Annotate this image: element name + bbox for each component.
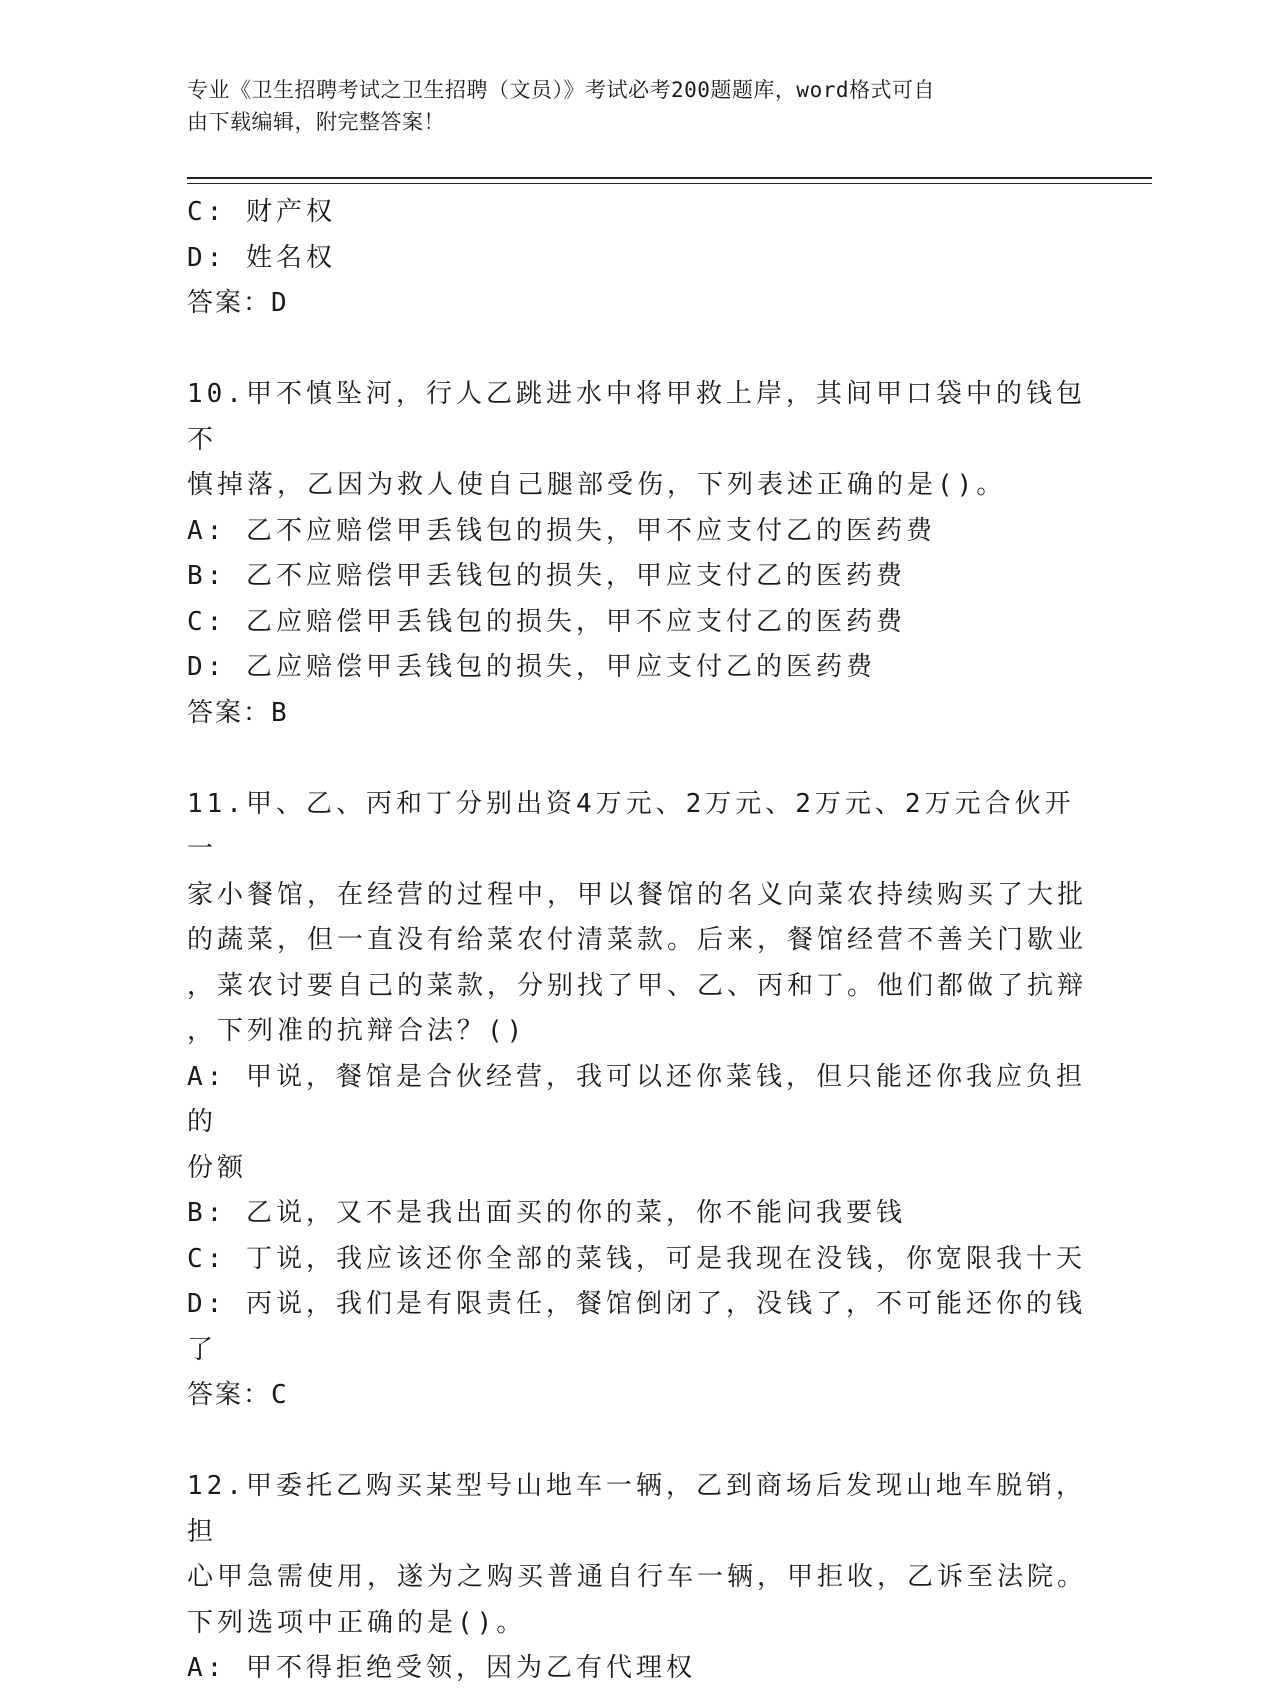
header-rule-thin: [187, 183, 1152, 184]
answer: 答案：B: [187, 697, 289, 728]
option-b: B: 乙不应赔偿甲丢钱包的损失，甲应支付乙的医药费: [187, 561, 906, 591]
question-11: [187, 782, 1087, 1419]
page-header: [187, 74, 1067, 138]
spacer: [187, 327, 1087, 373]
option-a: A: 甲说，餐馆是合伙经营，我可以还你菜钱，但只能还你我应负担的: [187, 1061, 1086, 1137]
question-stem-line: 慎掉落，乙因为救人使自己腿部受伤，下列表述正确的是()。: [187, 470, 1007, 500]
option-c: C: 丁说，我应该还你全部的菜钱，可是我现在没钱，你宽限我十天: [187, 1243, 1086, 1274]
question-stem-line: 家小餐馆，在经营的过程中，甲以餐馆的名义向菜农持续购买了大批: [187, 879, 1088, 910]
spacer: [187, 1419, 1087, 1465]
answer: 答案：D: [187, 288, 289, 318]
question-stem-line: 的蔬菜，但一直没有给菜农付清菜款。后来，餐馆经营不善关门歇业: [187, 925, 1088, 955]
question-9-tail: [187, 190, 1087, 327]
option-a-continued: 份额: [187, 1152, 248, 1183]
question-stem-line: 下列选项中正确的是()。: [187, 1607, 527, 1638]
header-title-line-1: 专业《卫生招聘考试之卫生招聘（文员）》考试必考200题题库，word格式可自: [187, 78, 935, 102]
question-stem-line: ，下列准的抗辩合法？(): [187, 1016, 527, 1046]
option-a: A: 甲不得拒绝受领，因为乙有代理权: [187, 1653, 696, 1683]
option-d: D: 姓名权: [187, 242, 336, 273]
spacer: [187, 736, 1087, 782]
header-title-line-2: 由下载编辑，附完整答案！: [187, 110, 445, 134]
question-stem-line: ，菜农讨要自己的菜款，分别找了甲、乙、丙和丁。他们都做了抗辩: [187, 970, 1088, 1001]
question-stem-line: 12.甲委托乙购买某型号山地车一辆，乙到商场后发现山地车脱销，担: [187, 1471, 1086, 1547]
option-c: C: 乙应赔偿甲丢钱包的损失，甲不应支付乙的医药费: [187, 606, 906, 637]
option-d: D: 乙应赔偿甲丢钱包的损失，甲应支付乙的医药费: [187, 652, 876, 682]
option-d: D: 丙说，我们是有限责任，餐馆倒闭了，没钱了，不可能还你的钱了: [187, 1289, 1086, 1365]
answer: 答案：C: [187, 1380, 289, 1410]
question-stem-line: 10.甲不慎坠河，行人乙跳进水中将甲救上岸，其间甲口袋中的钱包不: [187, 379, 1086, 455]
question-12: [187, 1464, 1087, 1692]
header-rule-thick: [187, 177, 1152, 179]
option-b: B: 乙说，又不是我出面买的你的菜，你不能问我要钱: [187, 1198, 906, 1228]
option-c: C: 财产权: [187, 197, 336, 227]
question-stem-line: 11.甲、乙、丙和丁分别出资4万元、2万元、2万元、2万元合伙开一: [187, 788, 1075, 864]
document-body: [187, 190, 1087, 1692]
question-stem-line: 心甲急需使用，遂为之购买普通自行车一辆，甲拒收，乙诉至法院。: [187, 1562, 1088, 1592]
option-a: A: 乙不应赔偿甲丢钱包的损失，甲不应支付乙的医药费: [187, 515, 936, 546]
question-10: [187, 372, 1087, 736]
